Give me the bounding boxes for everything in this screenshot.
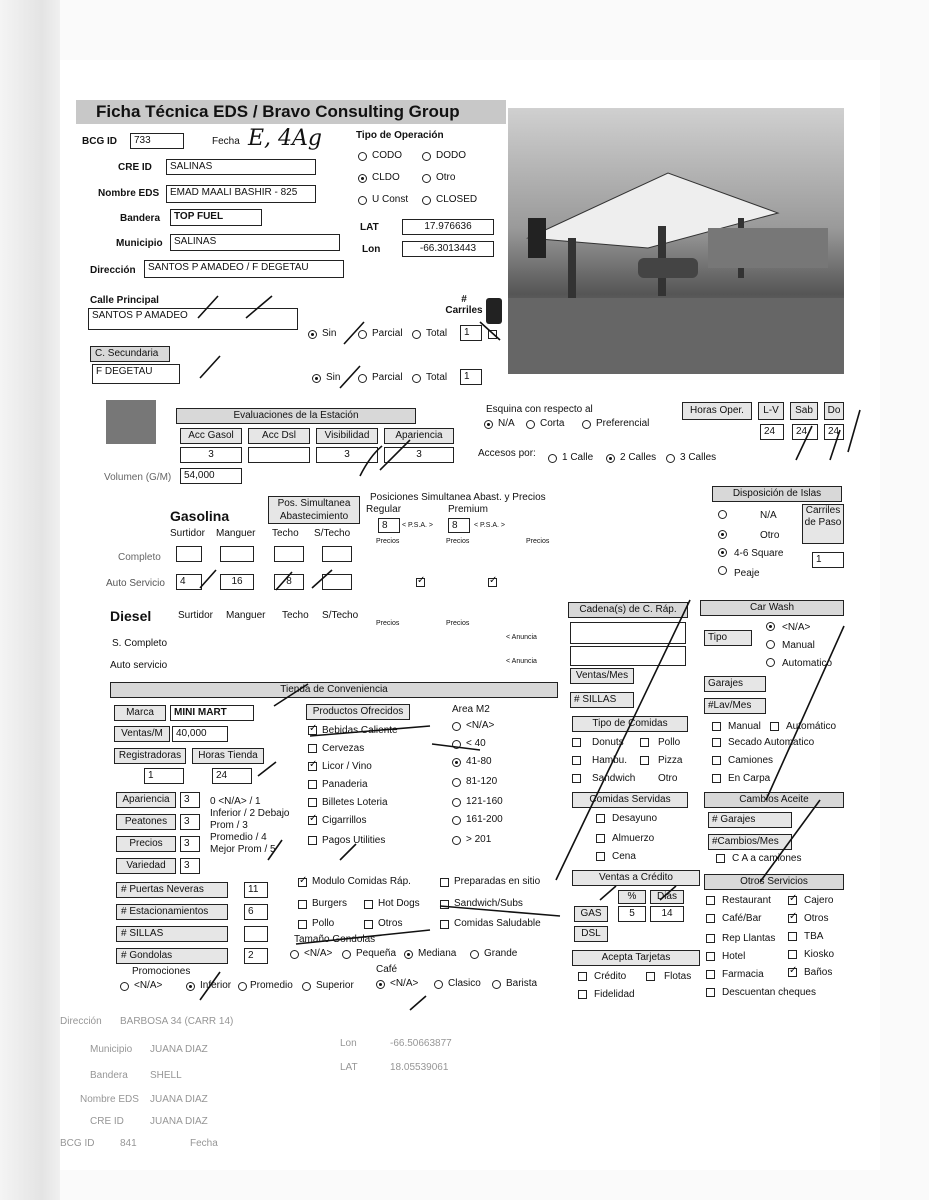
pollo-tienda-label: Pollo — [312, 918, 335, 929]
credito-dias-header: Dias — [650, 890, 684, 904]
calle-principal-label: Calle Principal — [90, 295, 159, 306]
gas-precios-2: Precios — [446, 538, 470, 545]
ghost-direccion-value: BARBOSA 34 (CARR 14) — [120, 1016, 234, 1027]
cadena-otro-label: Otro — [658, 773, 678, 784]
horas-lv-header: L-V — [758, 402, 784, 420]
calle-secundaria-label: C. Secundaria — [90, 346, 170, 362]
tipo-comidas-header: Tipo de Comidas — [572, 716, 688, 732]
secado-label: Secado Automatico — [728, 737, 815, 748]
pizza-label: Pizza — [658, 755, 683, 766]
area-201-label: > 201 — [466, 834, 492, 845]
gasolina-title: Gasolina — [170, 508, 230, 524]
cafe-na-label: <N/A> — [390, 978, 419, 989]
direccion-field[interactable]: SANTOS P AMADEO / F DEGETAU — [144, 260, 344, 278]
regular-label: Regular — [366, 504, 402, 515]
dsl-precios-1: Precios — [376, 620, 400, 627]
lon-label: Lon — [362, 244, 381, 255]
municipio-field[interactable]: SALINAS — [170, 234, 340, 251]
flotas-label: Flotas — [664, 971, 692, 982]
gas-precios-1: Precios — [376, 538, 400, 545]
tarjetas-header: Acepta Tarjetas — [572, 950, 700, 966]
ghost-direccion-label: Dirección — [60, 1016, 102, 1027]
horas-tienda-header: Horas Tienda — [192, 748, 264, 764]
area-4180-label: 41-80 — [466, 756, 492, 767]
panaderia-label: Panaderia — [322, 779, 368, 790]
codo-label: CODO — [372, 150, 402, 161]
carriles-paso-header: Carriles de Paso — [802, 504, 844, 544]
esquina-na-label: N/A — [498, 418, 515, 429]
gas-manguer-col: Manguer — [216, 528, 256, 539]
horas-dom-value[interactable]: 24 — [824, 424, 844, 440]
municipio-label: Municipio — [116, 238, 163, 249]
estac-value[interactable]: 6 — [244, 904, 268, 920]
desayuno-label: Desayuno — [612, 813, 658, 824]
ventas-mes-label: Ventas/Mes — [570, 668, 634, 684]
diesel-title: Diesel — [110, 608, 152, 624]
carwash-manual-label: Manual — [782, 640, 815, 651]
marca-label: Marca — [114, 705, 166, 721]
ghost-cre-value: JUANA DIAZ — [150, 1116, 208, 1127]
donuts-label: Donuts — [592, 737, 624, 748]
promo-na-label: <N/A> — [134, 980, 163, 991]
principal-total-label: Total — [426, 328, 448, 339]
islas-square-label: 4-6 Square — [734, 548, 784, 559]
dsl-techo-col: Techo — [282, 610, 309, 621]
carpa-label: En Carpa — [728, 773, 771, 784]
modulo-label: Modulo Comidas Ráp. — [312, 876, 411, 887]
gas-techo-col: Techo — [272, 528, 299, 539]
bandera-label: Bandera — [120, 213, 161, 224]
variedad-label: Variedad — [116, 858, 176, 874]
marca-field[interactable]: MINI MART — [170, 705, 254, 721]
camiones-label: Camiones — [728, 755, 774, 766]
ghost-bcg-value: 841 — [120, 1138, 137, 1149]
promo-inferior-label: Inferior — [200, 980, 232, 991]
carwash-tipo-label: Tipo — [704, 630, 752, 646]
dsl-anuncia-1: < Anuncia — [506, 634, 537, 641]
regular-value[interactable]: 8 — [378, 518, 400, 533]
carwash-manual2-label: Manual — [728, 721, 761, 732]
cafe-clasico-label: Clasico — [448, 978, 481, 989]
horas-lv-value[interactable]: 24 — [760, 424, 784, 440]
hambu-label: Hambu. — [592, 755, 628, 766]
cafe-label: Café — [376, 964, 398, 975]
horas-sab-value[interactable]: 24 — [792, 424, 818, 440]
ventas-credito-header: Ventas a Crédito — [572, 870, 700, 886]
lon-field[interactable]: -66.3013443 — [402, 241, 494, 257]
islas-title: Disposición de Islas — [712, 486, 842, 502]
llantas-label: Rep Llantas — [722, 933, 776, 944]
acceso-1calle-label: 1 Calle — [562, 452, 594, 463]
tienda-title: Tienda de Conveniencia — [110, 682, 558, 698]
bcg-id-label: BCG ID — [82, 136, 117, 147]
farmacia-label: Farmacia — [722, 969, 764, 980]
productos-header: Productos Ofrecidos — [306, 704, 410, 720]
ghost-bandera-value: SHELL — [150, 1070, 182, 1081]
horas-sab-header: Sab — [790, 402, 818, 420]
dsl-completo-label: S. Completo — [112, 638, 168, 649]
cigarrillos-label: Cigarrillos — [322, 815, 367, 826]
cafebar-label: Café/Bar — [722, 913, 762, 924]
otro-label: Otro — [436, 172, 456, 183]
premium-label: Premium — [448, 504, 489, 515]
closed-label: CLOSED — [436, 194, 478, 205]
apariencia-value[interactable]: 3 — [384, 447, 454, 463]
esquina-preferencial-label: Preferencial — [596, 418, 650, 429]
promo-promedio-label: Promedio — [250, 980, 293, 991]
tam-pequena-label: Pequeña — [356, 948, 397, 959]
evaluaciones-title: Evaluaciones de la Estación — [176, 408, 416, 424]
cre-label: CRE ID — [118, 162, 152, 173]
acc-dsl-header: Acc Dsl — [248, 428, 310, 444]
ventas-tienda-field[interactable]: 40,000 — [172, 726, 228, 742]
dodo-label: DODO — [436, 150, 466, 161]
burgers-label: Burgers — [312, 898, 348, 909]
subs-label: Sandwich/Subs — [454, 898, 523, 909]
carriles-principal-field[interactable]: 1 — [460, 325, 482, 341]
apariencia-tienda-value[interactable]: 3 — [180, 792, 200, 808]
volumen-label: Volumen (G/M) — [104, 472, 172, 483]
acceso-2calles-label: 2 Calles — [620, 452, 657, 463]
gas-precios-3: Precios — [526, 538, 550, 545]
preparadas-label: Preparadas en sitio — [454, 876, 541, 887]
peatones-value[interactable]: 3 — [180, 814, 200, 830]
carwash-title: Car Wash — [700, 600, 844, 616]
pos-simultanea-precios-label: Posiciones Simultanea Abast. y Precios — [370, 492, 546, 503]
cheques-label: Descuentan cheques — [722, 987, 816, 998]
gas-auto-manguer[interactable]: 16 — [220, 574, 254, 590]
cadena-sillas-label: # SILLAS — [570, 692, 634, 708]
scanner-shadow — [0, 0, 60, 1200]
cena-label: Cena — [612, 851, 636, 862]
aceite-camiones-label: C A a camiones — [732, 853, 802, 864]
gas-credito-dias[interactable]: 14 — [650, 906, 684, 922]
area-161-label: 161-200 — [466, 814, 503, 825]
bcg-id-field[interactable]: 733 — [130, 133, 184, 149]
principal-parcial-label: Parcial — [372, 328, 403, 339]
ghost-lon-value: -66.50663877 — [390, 1038, 452, 1049]
gas-auto-label: Auto Servicio — [106, 578, 165, 589]
escala-legend: 0 <N/A> / 1 Inferior / 2 Debajo Prom / 3 Promedio / 4 Mejor Prom / 5 — [210, 796, 290, 855]
horas-dom-header: Do — [824, 402, 844, 420]
islas-na-label: N/A — [760, 510, 777, 521]
hotel-label: Hotel — [722, 951, 746, 962]
lav-mes-label: #Lav/Mes — [704, 698, 766, 714]
ghost-municipio-value: JUANA DIAZ — [150, 1044, 208, 1055]
premium-value[interactable]: 8 — [448, 518, 470, 533]
kiosko-label: Kiosko — [804, 949, 835, 960]
gas-credito-label: GAS — [574, 906, 608, 922]
neveras-label: # Puertas Neveras — [116, 882, 228, 898]
estac-label: # Estacionamientos — [116, 904, 228, 920]
volumen-field[interactable]: 54,000 — [180, 468, 242, 484]
lat-label: LAT — [360, 222, 379, 233]
restaurant-label: Restaurant — [722, 895, 771, 906]
direccion-label: Dirección — [90, 265, 136, 276]
promociones-label: Promociones — [132, 966, 191, 977]
ghost-nombre-value: JUANA DIAZ — [150, 1094, 208, 1105]
horas-oper-header: Horas Oper. — [682, 402, 752, 420]
gas-auto-techo[interactable]: 8 — [274, 574, 304, 590]
acc-gasol-header: Acc Gasol — [180, 428, 242, 444]
reverse-page-bleed — [60, 990, 880, 1170]
area-na-label: <N/A> — [466, 720, 495, 731]
fecha-label: Fecha — [212, 136, 240, 147]
area-121-label: 121-160 — [466, 796, 503, 807]
ghost-lat-label: LAT — [340, 1062, 358, 1073]
otros-servicios-title: Otros Servicios — [704, 874, 844, 890]
carwash-na-label: <N/A> — [782, 622, 811, 633]
dsl-surtidor-col: Surtidor — [178, 610, 214, 621]
area-81-label: 81-120 — [466, 776, 498, 787]
dsl-anuncia-2: < Anuncia — [506, 658, 537, 665]
secundaria-sin-label: Sin — [326, 372, 341, 383]
form-page — [60, 60, 880, 1170]
utilities-label: Pagos Utilities — [322, 835, 386, 846]
visibilidad-value[interactable]: 3 — [316, 447, 378, 463]
tam-gondolas-label: Tamaño Gondolas — [294, 934, 376, 945]
credito-pct-header: % — [618, 890, 646, 904]
area-40-label: < 40 — [466, 738, 486, 749]
pos-simultanea-header: Pos. Simultanea Abastecimiento — [268, 496, 360, 524]
promo-superior-label: Superior — [316, 980, 354, 991]
ghost-fecha-label: Fecha — [190, 1138, 218, 1149]
calle-principal-field[interactable]: SANTOS P AMADEO — [88, 308, 298, 330]
precios-tienda-label: Precios — [116, 836, 176, 852]
tipo-operacion-label: Tipo de Operación — [356, 130, 444, 141]
comidas-servidas-header: Comidas Servidas — [572, 792, 688, 808]
aceite-garajes-label: # Garajes — [708, 812, 792, 828]
ghost-bcg-label: BCG ID — [60, 1138, 95, 1149]
tienda-sillas-label: # SILLAS — [116, 926, 228, 942]
tam-na-label: <N/A> — [304, 948, 333, 959]
bandera-field[interactable]: TOP FUEL — [170, 209, 262, 226]
tam-grande-label: Grande — [484, 948, 518, 959]
aceite-mes-label: #Cambios/Mes — [708, 834, 792, 850]
cafe-barista-label: Barista — [506, 978, 538, 989]
bebidas-label: Bebidas Caliente — [322, 725, 398, 736]
nombre-field[interactable]: EMAD MAALI BASHIR - 825 — [166, 185, 316, 203]
tba-label: TBA — [804, 931, 824, 942]
loteria-label: Billetes Loteria — [322, 797, 388, 808]
cajero-label: Cajero — [804, 895, 834, 906]
banos-label: Baños — [804, 967, 833, 978]
dsl-manguer-col: Manguer — [226, 610, 266, 621]
apariencia-header: Apariencia — [384, 428, 454, 444]
otros-tienda-label: Otros — [378, 918, 403, 929]
gas-credito-pct[interactable]: 5 — [618, 906, 646, 922]
acceso-3calles-label: 3 Calles — [680, 452, 717, 463]
precios-tienda-value[interactable]: 3 — [180, 836, 200, 852]
hotdogs-label: Hot Dogs — [378, 898, 420, 909]
carriles-label: # Carriles — [445, 294, 483, 316]
carwash-auto-label: Automatico — [782, 658, 833, 669]
ghost-bandera-label: Bandera — [90, 1070, 128, 1081]
esquina-label: Esquina con respecto al — [486, 404, 593, 415]
garajes-label: Garajes — [704, 676, 766, 692]
neveras-value[interactable]: 11 — [244, 882, 268, 898]
ghost-municipio-label: Municipio — [90, 1044, 133, 1055]
nombre-label: Nombre EDS — [98, 188, 160, 199]
principal-sin-label: Sin — [322, 328, 337, 339]
saludable-label: Comidas Saludable — [454, 918, 541, 929]
gas-surtidor-col: Surtidor — [170, 528, 206, 539]
secundaria-parcial-label: Parcial — [372, 372, 403, 383]
dsl-stecho-col: S/Techo — [322, 610, 359, 621]
gondolas-value[interactable]: 2 — [244, 948, 268, 964]
calle-secundaria-field[interactable]: F DEGETAU — [92, 364, 180, 384]
ghost-nombre-label: Nombre EDS — [80, 1094, 139, 1105]
uconst-label: U Const — [372, 194, 409, 205]
gas-stecho-col: S/Techo — [314, 528, 351, 539]
gondolas-label: # Gondolas — [116, 948, 228, 964]
ghost-lat-value: 18.05539061 — [390, 1062, 449, 1073]
horas-tienda-value[interactable]: 24 — [212, 768, 252, 784]
sandwich-label: Sandwich — [592, 773, 636, 784]
licor-label: Licor / Vino — [322, 761, 372, 772]
regular-psa: < P.S.A. > — [402, 522, 434, 529]
cervezas-label: Cervezas — [322, 743, 365, 754]
cldo-label: CLDO — [372, 172, 400, 183]
pollo-label: Pollo — [658, 737, 681, 748]
visibilidad-header: Visibilidad — [316, 428, 378, 444]
cadena-title: Cadena(s) de C. Ráp. — [568, 602, 688, 618]
islas-peaje-label: Peaje — [734, 568, 760, 579]
lat-field[interactable]: 17.976636 — [402, 219, 494, 235]
cambios-aceite-title: Cambios Aceite — [704, 792, 844, 808]
accesos-label: Accesos por: — [478, 448, 536, 459]
area-label: Area M2 — [452, 704, 490, 715]
gas-completo-label: Completo — [118, 552, 161, 563]
fidelidad-label: Fidelidad — [594, 989, 635, 1000]
dsl-auto-label: Auto servicio — [110, 660, 168, 671]
tarjeta-credito-label: Crédito — [594, 971, 627, 982]
cre-field[interactable]: SALINAS — [166, 159, 316, 175]
dsl-credito-label: DSL — [574, 926, 608, 942]
carriles-secundaria-field[interactable]: 1 — [460, 369, 482, 385]
ghost-lon-label: Lon — [340, 1038, 357, 1049]
secundaria-total-label: Total — [426, 372, 448, 383]
carriles-paso-value[interactable]: 1 — [812, 552, 844, 568]
premium-psa: < P.S.A. > — [474, 522, 506, 529]
acc-gasol-value[interactable]: 3 — [180, 447, 242, 463]
islas-otro-label: Otro — [760, 530, 780, 541]
almuerzo-label: Almuerzo — [612, 833, 655, 844]
dsl-precios-2: Precios — [446, 620, 470, 627]
peatones-label: Peatones — [116, 814, 176, 830]
ghost-cre-label: CRE ID — [90, 1116, 124, 1127]
esquina-corta-label: Corta — [540, 418, 565, 429]
apariencia-tienda-label: Apariencia — [116, 792, 176, 808]
ventas-tienda-label: Ventas/M — [114, 726, 170, 742]
tam-mediana-label: Mediana — [418, 948, 457, 959]
registradoras-value[interactable]: 1 — [144, 768, 184, 784]
gas-auto-surtidor[interactable]: 4 — [176, 574, 202, 590]
fecha-handwritten: E, 4Ag — [248, 126, 323, 151]
registradoras-header: Registradoras — [114, 748, 186, 764]
carwash-auto2-label: Automático — [786, 721, 837, 732]
form-title: Ficha Técnica EDS / Bravo Consulting Group — [76, 100, 506, 124]
variedad-value[interactable]: 3 — [180, 858, 200, 874]
otros-servicio-label: Otros — [804, 913, 829, 924]
